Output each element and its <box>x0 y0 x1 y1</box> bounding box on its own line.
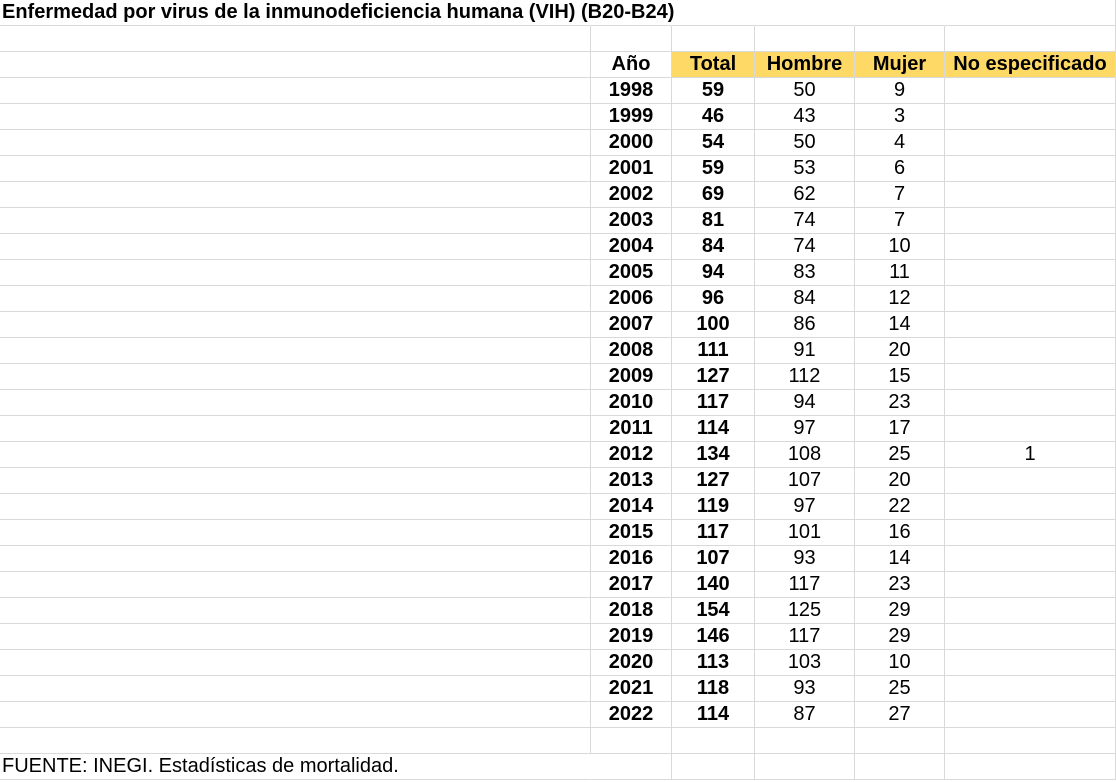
table-row <box>0 572 1116 598</box>
header-women[interactable]: Mujer <box>855 52 945 78</box>
cell-empty[interactable] <box>0 156 591 182</box>
cell-unspecified[interactable] <box>945 338 1116 364</box>
cell-men[interactable]: 97 <box>755 494 855 520</box>
header-total[interactable]: Total <box>672 52 755 78</box>
cell-empty[interactable] <box>591 26 672 52</box>
cell-year[interactable]: 2021 <box>591 676 672 702</box>
cell-men[interactable]: 107 <box>755 468 855 494</box>
cell-men[interactable]: 50 <box>755 78 855 104</box>
cell-year[interactable]: 2016 <box>591 546 672 572</box>
cell-empty[interactable] <box>0 494 591 520</box>
cell-empty[interactable] <box>0 676 591 702</box>
cell-men[interactable]: 101 <box>755 520 855 546</box>
cell-men[interactable]: 62 <box>755 182 855 208</box>
cell-women[interactable]: 7 <box>855 182 945 208</box>
cell-empty[interactable] <box>0 416 591 442</box>
cell-empty[interactable] <box>591 754 672 780</box>
cell-empty[interactable] <box>672 728 755 754</box>
table-row <box>0 676 1116 702</box>
cell-total[interactable]: 127 <box>672 364 755 390</box>
cell-empty[interactable] <box>672 754 755 780</box>
cell-year[interactable]: 2009 <box>591 364 672 390</box>
cell-men[interactable]: 87 <box>755 702 855 728</box>
sheet-title: Enfermedad por virus de la inmunodeficiencia humana (VIH) (B20-B24) <box>2 1 675 23</box>
cell-empty[interactable] <box>755 26 855 52</box>
cell-total[interactable]: 146 <box>672 624 755 650</box>
cell-year[interactable]: 2006 <box>591 286 672 312</box>
cell-year[interactable]: 2022 <box>591 702 672 728</box>
cell-women[interactable]: 20 <box>855 338 945 364</box>
cell-total[interactable]: 111 <box>672 338 755 364</box>
header-year[interactable]: Año <box>591 52 672 78</box>
cell-empty[interactable] <box>0 728 591 754</box>
cell-empty[interactable] <box>945 0 1116 26</box>
cell-empty[interactable] <box>0 364 591 390</box>
table-row <box>0 546 1116 572</box>
cell-total[interactable]: 46 <box>672 104 755 130</box>
cell-total[interactable]: 100 <box>672 312 755 338</box>
cell-unspecified[interactable] <box>945 676 1116 702</box>
table-row <box>0 182 1116 208</box>
cell-year[interactable]: 2014 <box>591 494 672 520</box>
cell-unspecified[interactable] <box>945 208 1116 234</box>
cell-women[interactable]: 14 <box>855 546 945 572</box>
table-row <box>0 312 1116 338</box>
cell-men[interactable]: 97 <box>755 416 855 442</box>
table-row <box>0 286 1116 312</box>
cell-total[interactable]: 59 <box>672 156 755 182</box>
cell-men[interactable]: 84 <box>755 286 855 312</box>
cell-unspecified[interactable] <box>945 390 1116 416</box>
table-row <box>0 624 1116 650</box>
cell-total[interactable]: 59 <box>672 78 755 104</box>
cell-empty[interactable] <box>755 754 855 780</box>
cell-women[interactable]: 27 <box>855 702 945 728</box>
cell-source[interactable] <box>0 754 591 780</box>
cell-year[interactable]: 2010 <box>591 390 672 416</box>
table-row <box>0 494 1116 520</box>
cell-empty[interactable] <box>0 182 591 208</box>
cell-empty[interactable] <box>672 26 755 52</box>
empty-row <box>0 728 1116 754</box>
cell-empty[interactable] <box>0 26 591 52</box>
source-note: FUENTE: INEGI. Estadísticas de mortalidad. <box>2 755 399 777</box>
table-row <box>0 260 1116 286</box>
table-row <box>0 130 1116 156</box>
cell-unspecified[interactable] <box>945 624 1116 650</box>
cell-total[interactable]: 107 <box>672 546 755 572</box>
header-men[interactable]: Hombre <box>755 52 855 78</box>
cell-women[interactable]: 23 <box>855 572 945 598</box>
cell-unspecified[interactable] <box>945 234 1116 260</box>
table-row <box>0 234 1116 260</box>
cell-year[interactable]: 2004 <box>591 234 672 260</box>
cell-empty[interactable] <box>0 312 591 338</box>
cell-women[interactable]: 25 <box>855 442 945 468</box>
cell-year[interactable]: 2020 <box>591 650 672 676</box>
cell-empty[interactable] <box>0 598 591 624</box>
cell-women[interactable]: 29 <box>855 624 945 650</box>
cell-men[interactable]: 94 <box>755 390 855 416</box>
cell-women[interactable]: 3 <box>855 104 945 130</box>
cell-empty[interactable] <box>0 702 591 728</box>
table-row <box>0 442 1116 468</box>
cell-women[interactable]: 25 <box>855 676 945 702</box>
cell-empty[interactable] <box>0 78 591 104</box>
cell-empty[interactable] <box>0 234 591 260</box>
cell-total[interactable]: 117 <box>672 520 755 546</box>
cell-empty[interactable] <box>0 104 591 130</box>
cell-empty[interactable] <box>855 728 945 754</box>
cell-year[interactable]: 2000 <box>591 130 672 156</box>
cell-women[interactable]: 6 <box>855 156 945 182</box>
cell-unspecified[interactable] <box>945 702 1116 728</box>
table-row <box>0 390 1116 416</box>
cell-year[interactable]: 2005 <box>591 260 672 286</box>
cell-total[interactable]: 154 <box>672 598 755 624</box>
cell-total[interactable]: 84 <box>672 234 755 260</box>
table-row <box>0 650 1116 676</box>
cell-unspecified[interactable] <box>945 468 1116 494</box>
cell-year[interactable]: 2001 <box>591 156 672 182</box>
cell-year[interactable]: 2013 <box>591 468 672 494</box>
cell-women[interactable]: 10 <box>855 650 945 676</box>
cell-total[interactable]: 94 <box>672 260 755 286</box>
cell-unspecified[interactable] <box>945 598 1116 624</box>
cell-unspecified[interactable] <box>945 520 1116 546</box>
cell-unspecified[interactable] <box>945 130 1116 156</box>
cell-empty[interactable] <box>0 624 591 650</box>
cell-empty[interactable] <box>755 0 855 26</box>
cell-men[interactable]: 53 <box>755 156 855 182</box>
cell-unspecified[interactable]: 1 <box>945 442 1116 468</box>
cell-unspecified[interactable] <box>945 546 1116 572</box>
cell-year[interactable]: 1999 <box>591 104 672 130</box>
table-row <box>0 520 1116 546</box>
cell-total[interactable]: 140 <box>672 572 755 598</box>
cell-unspecified[interactable] <box>945 286 1116 312</box>
cell-women[interactable]: 17 <box>855 416 945 442</box>
cell-empty[interactable] <box>945 26 1116 52</box>
cell-year[interactable]: 2007 <box>591 312 672 338</box>
cell-unspecified[interactable] <box>945 364 1116 390</box>
cell-empty[interactable] <box>0 208 591 234</box>
table-row <box>0 364 1116 390</box>
cell-empty[interactable] <box>945 754 1116 780</box>
cell-total[interactable]: 54 <box>672 130 755 156</box>
cell-women[interactable]: 22 <box>855 494 945 520</box>
cell-women[interactable]: 10 <box>855 234 945 260</box>
cell-title[interactable] <box>0 0 675 26</box>
cell-total[interactable]: 69 <box>672 182 755 208</box>
cell-empty[interactable] <box>945 728 1116 754</box>
cell-women[interactable]: 12 <box>855 286 945 312</box>
cell-unspecified[interactable] <box>945 572 1116 598</box>
cell-total[interactable]: 117 <box>672 390 755 416</box>
cell-empty[interactable] <box>0 286 591 312</box>
cell-men[interactable]: 103 <box>755 650 855 676</box>
cell-men[interactable]: 125 <box>755 598 855 624</box>
cell-women[interactable]: 14 <box>855 312 945 338</box>
table-row <box>0 338 1116 364</box>
cell-women[interactable]: 15 <box>855 364 945 390</box>
cell-total[interactable]: 114 <box>672 702 755 728</box>
cell-empty[interactable] <box>672 0 755 26</box>
cell-women[interactable]: 9 <box>855 78 945 104</box>
cell-empty[interactable] <box>0 390 591 416</box>
cell-men[interactable]: 117 <box>755 624 855 650</box>
cell-empty[interactable] <box>0 546 591 572</box>
cell-empty[interactable] <box>0 650 591 676</box>
cell-year[interactable]: 2018 <box>591 598 672 624</box>
cell-unspecified[interactable] <box>945 312 1116 338</box>
cell-men[interactable]: 93 <box>755 546 855 572</box>
table-row <box>0 468 1116 494</box>
empty-row <box>0 26 1116 52</box>
cell-men[interactable]: 108 <box>755 442 855 468</box>
cell-empty[interactable] <box>0 338 591 364</box>
table-row <box>0 208 1116 234</box>
header-row <box>0 52 1116 78</box>
cell-empty[interactable] <box>855 26 945 52</box>
header-unspecified[interactable]: No especificado <box>945 52 1116 78</box>
cell-total[interactable]: 127 <box>672 468 755 494</box>
cell-women[interactable]: 4 <box>855 130 945 156</box>
cell-unspecified[interactable] <box>945 104 1116 130</box>
cell-total[interactable]: 81 <box>672 208 755 234</box>
table-row <box>0 104 1116 130</box>
cell-year[interactable]: 1998 <box>591 78 672 104</box>
cell-empty[interactable] <box>0 260 591 286</box>
table-row <box>0 702 1116 728</box>
cell-total[interactable]: 114 <box>672 416 755 442</box>
cell-men[interactable]: 74 <box>755 208 855 234</box>
cell-empty[interactable] <box>0 442 591 468</box>
cell-men[interactable]: 91 <box>755 338 855 364</box>
cell-women[interactable]: 20 <box>855 468 945 494</box>
cell-women[interactable]: 11 <box>855 260 945 286</box>
cell-empty[interactable] <box>591 728 672 754</box>
cell-total[interactable]: 134 <box>672 442 755 468</box>
cell-unspecified[interactable] <box>945 156 1116 182</box>
cell-men[interactable]: 74 <box>755 234 855 260</box>
cell-total[interactable]: 96 <box>672 286 755 312</box>
cell-year[interactable]: 2015 <box>591 520 672 546</box>
cell-empty[interactable] <box>0 52 591 78</box>
cell-unspecified[interactable] <box>945 182 1116 208</box>
cell-year[interactable]: 2017 <box>591 572 672 598</box>
table-row <box>0 156 1116 182</box>
source-row <box>0 754 1116 780</box>
cell-total[interactable]: 119 <box>672 494 755 520</box>
cell-unspecified[interactable] <box>945 650 1116 676</box>
table-row <box>0 78 1116 104</box>
table-row <box>0 598 1116 624</box>
cell-women[interactable]: 23 <box>855 390 945 416</box>
cell-men[interactable]: 86 <box>755 312 855 338</box>
cell-unspecified[interactable] <box>945 78 1116 104</box>
cell-unspecified[interactable] <box>945 494 1116 520</box>
cell-women[interactable]: 16 <box>855 520 945 546</box>
cell-year[interactable]: 2003 <box>591 208 672 234</box>
cell-year[interactable]: 2008 <box>591 338 672 364</box>
cell-total[interactable]: 113 <box>672 650 755 676</box>
cell-men[interactable]: 112 <box>755 364 855 390</box>
cell-empty[interactable] <box>855 0 945 26</box>
cell-unspecified[interactable] <box>945 260 1116 286</box>
title-row <box>0 0 1116 26</box>
cell-unspecified[interactable] <box>945 416 1116 442</box>
cell-men[interactable]: 93 <box>755 676 855 702</box>
cell-women[interactable]: 7 <box>855 208 945 234</box>
cell-empty[interactable] <box>0 572 591 598</box>
cell-year[interactable]: 2019 <box>591 624 672 650</box>
cell-empty[interactable] <box>755 728 855 754</box>
cell-total[interactable]: 118 <box>672 676 755 702</box>
cell-men[interactable]: 117 <box>755 572 855 598</box>
table-row <box>0 416 1116 442</box>
cell-empty[interactable] <box>855 754 945 780</box>
cell-year[interactable]: 2012 <box>591 442 672 468</box>
cell-year[interactable]: 2002 <box>591 182 672 208</box>
cell-empty[interactable] <box>0 468 591 494</box>
cell-empty[interactable] <box>0 520 591 546</box>
cell-year[interactable]: 2011 <box>591 416 672 442</box>
cell-men[interactable]: 50 <box>755 130 855 156</box>
cell-men[interactable]: 43 <box>755 104 855 130</box>
cell-men[interactable]: 83 <box>755 260 855 286</box>
cell-women[interactable]: 29 <box>855 598 945 624</box>
cell-empty[interactable] <box>0 130 591 156</box>
